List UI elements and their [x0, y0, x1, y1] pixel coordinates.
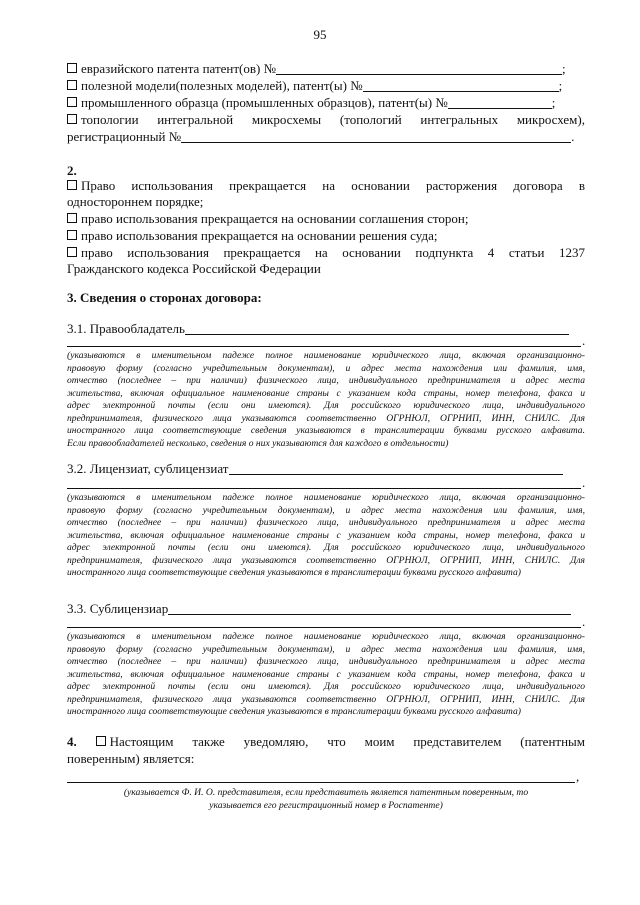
termination-option-1	[67, 178, 585, 194]
note-line: предпринимателя, физического лица указываются соответственно ОГРНЮЛ, ОГРНИП, ИНН, СНИЛС. Для	[67, 693, 585, 705]
termination-option-2	[67, 211, 585, 227]
representative-note-line-1: (указывается Ф. И. О. представителя, если представитель является патентным поверенным, то	[123, 787, 529, 798]
note-line: правовую форму (согласно учредительным документам), и адрес места нахождения или фамилия, имя,	[67, 504, 585, 516]
eurasian-patent-row: евразийского патента патент(ов) № ;	[67, 61, 585, 77]
topology-label: топологии интегральной микросхемы (топологий интегральных микросхем),	[81, 112, 585, 127]
topology-reg-row: регистрационный № .	[67, 129, 575, 144]
note-line: отчество (последнее – при наличии) физического лица, индивидуального предпринимателя и адрес места	[67, 656, 585, 667]
sublicensee-row	[67, 601, 585, 617]
industrial-design-checkbox[interactable]	[67, 97, 77, 107]
section-3-title: 3. Сведения о сторонах договора:	[67, 290, 262, 305]
note-line: правовую форму (согласно учредительным документам), и адрес места нахождения или фамилия, имя,	[67, 362, 585, 374]
note-line: иностранного лица соответствующие сведения указываются в транслитерации буквами русского алфавита)	[67, 706, 521, 717]
note-line: (указываются в именительном падеже полное наименование юридического лица, включая организационно-	[67, 631, 585, 642]
page-number: 95	[313, 27, 327, 42]
note-line: (указываются в именительном падеже полное наименование юридического лица, включая организационно-	[67, 350, 585, 361]
note-line: адрес электронной почты (если они имеются). Для российского юридического лица, индивидуального	[67, 681, 585, 692]
note-line: правовую форму (согласно учредительным документам), и адрес места нахождения или фамилия, имя,	[67, 643, 585, 655]
licensee-row	[67, 461, 585, 477]
note-line: жительства, включая официальное наименование страны с указанием кода страны, номер телефона, факса и	[67, 529, 585, 541]
note-line: жительства, включая официальное наименование страны с указанием кода страны, номер телефона, факса и	[67, 668, 585, 680]
termination-option-4-label: право использования прекращается на основании подпункта 4 статьи 1237	[81, 245, 585, 260]
sublicensee-field[interactable]	[168, 602, 571, 615]
note-line: жительства, включая официальное наименование страны с указанием кода страны, номер телефона, факса и	[67, 387, 585, 399]
note-line: отчество (последнее – при наличии) физического лица, индивидуального предпринимателя и адрес места	[67, 375, 585, 386]
utility-model-row: полезной модели(полезных моделей), патент(ы) № ;	[67, 78, 585, 94]
termination-option-3-checkbox[interactable]	[67, 230, 77, 240]
representative-cont: поверенным) является:	[67, 751, 195, 766]
eurasian-patent-label: евразийского патента патент(ов) №	[81, 61, 276, 76]
rightholder-period: .	[582, 333, 586, 348]
note-line: иностранного лица соответствующие сведения указываются в транслитерации буквами русского алфавита.	[67, 425, 585, 436]
licensee-note	[67, 492, 585, 580]
utility-model-label: полезной модели(полезных моделей), патент(ы) №	[81, 78, 363, 93]
representative-row	[67, 734, 585, 750]
section-2-number: 2.	[67, 163, 77, 178]
licensee-label: 3.2. Лицензиат, сублицензиат	[67, 461, 229, 476]
sublicensee-label: 3.3. Сублицензиар	[67, 601, 169, 616]
licensee-field[interactable]	[229, 462, 563, 475]
termination-option-1-cont: одностороннем порядке;	[67, 194, 204, 209]
industrial-design-field[interactable]	[448, 96, 552, 109]
termination-option-3	[67, 228, 585, 244]
note-line: адрес электронной почты (если они имеются). Для российского юридического лица, индивидуального	[67, 400, 585, 411]
termination-option-2-label: право использования прекращается на основании соглашения сторон;	[81, 211, 469, 226]
note-line: Если правообладателей несколько, сведения о них указываются для каждого в отдельности)	[67, 437, 449, 449]
termination-option-4	[67, 245, 585, 261]
utility-model-field[interactable]	[363, 79, 559, 92]
representative-note-line-2: указывается его регистрационный номер в Роспатенте)	[209, 799, 443, 811]
note-line: иностранного лица соответствующие сведения указываются в транслитерации буквами русского алфавита)	[67, 567, 521, 578]
sublicensee-period: .	[582, 614, 586, 629]
note-line: предпринимателя, физического лица указываются соответственно ОГРНЮЛ, ОГРНИП, ИНН, СНИЛС. Для	[67, 412, 585, 424]
utility-model-checkbox[interactable]	[67, 80, 77, 90]
note-line: (указываются в именительном падеже полное наименование юридического лица, включая организационно-	[67, 492, 585, 503]
termination-option-2-checkbox[interactable]	[67, 213, 77, 223]
rightholder-label: 3.1. Правообладатель	[67, 321, 185, 336]
sublicensee-note	[67, 631, 585, 719]
eurasian-patent-checkbox[interactable]	[67, 63, 77, 73]
sublicensee-field-line-2[interactable]	[67, 627, 581, 628]
licensee-period: .	[582, 475, 586, 490]
industrial-design-row: промышленного образца (промышленных образцов), патент(ы) № ;	[67, 95, 585, 111]
termination-option-1-label: Право использования прекращается на основании расторжения договора в	[81, 178, 585, 193]
topology-row	[67, 112, 585, 128]
rightholder-field[interactable]	[185, 322, 569, 335]
eurasian-patent-field[interactable]	[276, 62, 562, 75]
representative-comma: ,	[576, 769, 580, 784]
representative-label: Настоящим также уведомляю, что моим представителем (патентным	[109, 734, 586, 749]
section-4-number: 4.	[67, 734, 77, 749]
topology-reg-label: регистрационный №	[67, 129, 182, 144]
rightholder-row	[67, 321, 585, 337]
representative-checkbox[interactable]	[96, 736, 106, 746]
industrial-design-label: промышленного образца (промышленных образцов), патент(ы) №	[81, 95, 448, 110]
topology-reg-field[interactable]	[181, 130, 571, 143]
representative-field[interactable]	[67, 782, 575, 783]
termination-option-4-checkbox[interactable]	[67, 247, 77, 257]
termination-option-3-label: право использования прекращается на основании решения суда;	[81, 228, 438, 243]
termination-option-1-checkbox[interactable]	[67, 180, 77, 190]
note-line: отчество (последнее – при наличии) физического лица, индивидуального предпринимателя и адрес места	[67, 517, 585, 528]
termination-option-4-cont: Гражданского кодекса Российской Федерации	[67, 261, 321, 276]
note-line: адрес электронной почты (если они имеются). Для российского юридического лица, индивидуального	[67, 542, 585, 553]
note-line: предпринимателя, физического лица указываются соответственно ОГРНЮЛ, ОГРНИП, ИНН, СНИЛС. Для	[67, 554, 585, 566]
topology-checkbox[interactable]	[67, 114, 77, 124]
representative-note	[67, 787, 585, 812]
licensee-field-line-2[interactable]	[67, 488, 581, 489]
rightholder-note	[67, 350, 585, 450]
rightholder-field-line-2[interactable]	[67, 346, 581, 347]
